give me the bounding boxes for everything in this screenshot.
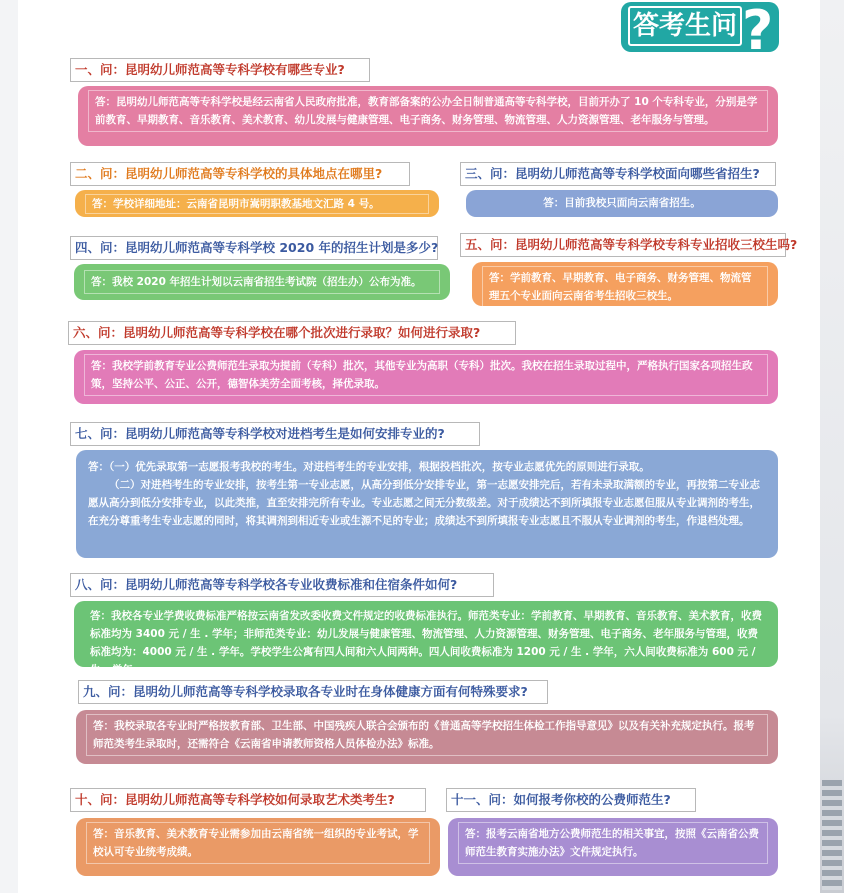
answer-9 xyxy=(76,710,778,764)
answer-10 xyxy=(76,818,440,876)
answer-11 xyxy=(448,818,778,876)
answer-11-text: 答：报考云南省地方公费师范生的相关事宜，按照《云南省公费师范生教育实施办法》文件规定执行。 xyxy=(458,822,768,864)
answer-8 xyxy=(74,601,778,676)
answer-3-text: 答：目前我校只面向云南省招生。 xyxy=(543,197,701,209)
banner-title: 答考生问 xyxy=(628,6,742,46)
answer-10-text: 答：音乐教育、美术教育专业需参加由云南省统一组织的专业考试，学校认可专业统考成绩。 xyxy=(86,822,430,864)
answer-4 xyxy=(74,264,450,300)
answer-2 xyxy=(75,190,439,217)
answer-6-text: 答：我校学前教育专业公费师范生录取为提前（专科）批次，其他专业为高职（专科）批次。我校在招生录取过程中，严格执行国家各项招生政策，坚持公平、公正、公开，德智体美劳全面考核，择优录取。 xyxy=(84,354,768,396)
answer-1-text: 答：昆明幼儿师范高等专科学校是经云南省人民政府批准，教育部备案的公办全日制普通高等专科学校，目前开办了 10 个专科专业，分别是学前教育、早期教育、音乐教育、美术教育、幼儿发展与健康管理、电子商务、财务管理、物流管理、人力资源管理、老年服务与管理。 xyxy=(88,90,768,132)
question-5: 五、问：昆明幼儿师范高等专科学校专科专业招收三校生吗? xyxy=(460,233,786,257)
building-image xyxy=(822,780,842,890)
right-background-strip xyxy=(820,0,844,893)
question-7: 七、问：昆明幼儿师范高等专科学校对进档考生是如何安排专业的? xyxy=(70,422,480,446)
answer-5 xyxy=(472,262,778,306)
answer-9-text: 答：我校录取各专业时严格按教育部、卫生部、中国残疾人联合会颁布的《普通高等学校招生体检工作指导意见》以及有关补充规定执行。报考师范类考生录取时，还需符合《云南省申请教师资格人员体检办法》标准。 xyxy=(86,714,768,756)
answer-7 xyxy=(76,450,778,558)
question-mark-icon: ? xyxy=(742,0,774,62)
answer-7-para-2: （二）对进档考生的专业安排，按考生第一专业志愿，从高分到低分安排专业，第一志愿安排完后，若有未录取满额的专业，再按第二专业志愿从高分到低分安排专业，以此类推，直至安排完所有专业。专业志愿之间无分数级差。对于成绩达不到所填报专业志愿但服从专业调剂的考生，在充分尊重考生专业志愿的同时，将其调剂到相近专业或生源不足的专业；成绩达不到所填报专业志愿且不服从专业调剂的考生，作退档处理。 xyxy=(88,479,760,527)
answer-4-text: 答：我校 2020 年招生计划以云南省招生考试院（招生办）公布为准。 xyxy=(84,270,440,294)
question-4: 四、问：昆明幼儿师范高等专科学校 2020 年的招生计划是多少? xyxy=(70,236,438,260)
answer-2-text: 答：学校详细地址：云南省昆明市嵩明职教基地文汇路 4 号。 xyxy=(85,194,429,214)
question-2: 二、问：昆明幼儿师范高等专科学校的具体地点在哪里? xyxy=(70,162,410,186)
answer-3 xyxy=(466,190,778,217)
answer-7-body xyxy=(86,454,768,534)
question-10: 十、问：昆明幼儿师范高等专科学校如何录取艺术类考生? xyxy=(70,788,426,812)
question-11: 十一、问：如何报考你校的公费师范生? xyxy=(446,788,696,812)
question-8: 八、问：昆明幼儿师范高等专科学校各专业收费标准和住宿条件如何? xyxy=(70,573,494,597)
question-3: 三、问：昆明幼儿师范高等专科学校面向哪些省招生? xyxy=(460,162,776,186)
question-1: 一、问：昆明幼儿师范高等专科学校有哪些专业? xyxy=(70,58,370,82)
answer-5-text: 答：学前教育、早期教育、电子商务、财务管理、物流管理五个专业面向云南省考生招收三校生。 xyxy=(482,266,768,308)
question-9: 九、问：昆明幼儿师范高等专科学校录取各专业时在身体健康方面有何特殊要求? xyxy=(78,680,548,704)
answer-8-text: 答：我校各专业学费收费标准严格按云南省发改委收费文件规定的收费标准执行。师范类专业：学前教育、早期教育、音乐教育、美术教育，收费标准均为 3400 元 / 生 . 学年；非师范类专业：幼儿发展与健康管理、物流管理、人力资源管理、财务管理、电子商务、老年服务与管理，收费标准均为：4000 元 / 生 . 学年。学校学生公寓有四人间和六人间两种。四人间收费标准为 1200 元 / 生 . 学年，六人间收费标准为 600 元 / 生 . 学年。 xyxy=(90,610,762,676)
answer-6 xyxy=(74,350,778,404)
answer-1 xyxy=(78,86,778,146)
answer-7-para-1: 答：（一）优先录取第一志愿报考我校的考生。对进档考生的专业安排，根据投档批次，按专业志愿优先的原则进行录取。 xyxy=(88,461,650,473)
question-6: 六、问：昆明幼儿师范高等专科学校在哪个批次进行录取？如何进行录取? xyxy=(68,321,516,345)
